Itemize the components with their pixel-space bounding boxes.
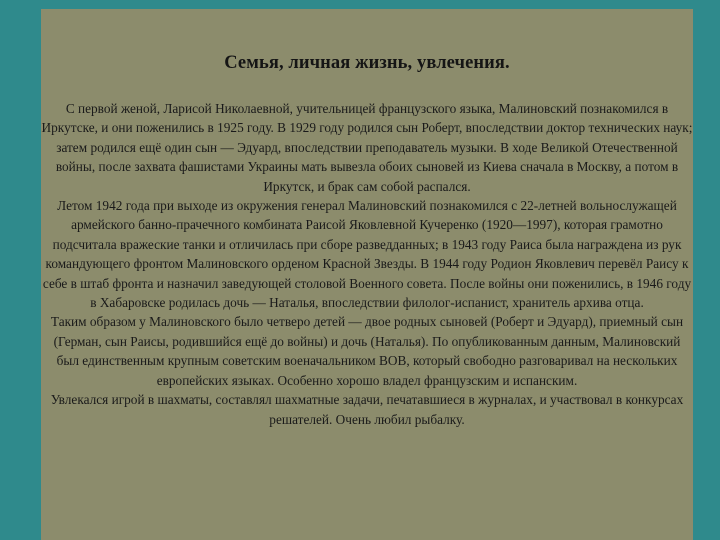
slide-panel	[41, 9, 693, 540]
paragraph-first-marriage: С первой женой, Ларисой Николаевной, учительницей французского языка, Малиновский познакомился в Иркутске, и они поженились в 1925 году. В 1929 году родился сын Роберт, впоследствии доктор технических наук; затем родился ещё один сын — Эдуард, впоследствии преподаватель музыки. В ходе Великой Отечественной войны, после захвата фашистами Украины мать вывезла обоих сыновей из Киева сначала в Москву, а потом в Иркутск, и брак сам собой распался.	[41, 101, 693, 194]
paragraph-children: Таким образом у Малиновского было четверо детей — двое родных сыновей (Роберт и Эдуард), приемный сын (Герман, сын Раисы, родившийся ещё до войны) и дочь (Наталья). По опубликованным данным, Малиновский был единственным крупным советским военачальником ВОВ, который свободно разговаривал на нескольких европейских языках. Особенно хорошо владел французским и испанским.	[50, 314, 684, 388]
paragraph-hobbies: Увлекался игрой в шахматы, составлял шахматные задачи, печатавшиеся в журналах, и участвовал в конкурсах решателей. Очень любил рыбалку.	[50, 392, 684, 427]
slide-title: Семья, личная жизнь, увлечения.	[224, 53, 510, 73]
slide-body	[41, 99, 693, 429]
paragraph-second-marriage: Летом 1942 года при выходе из окружения генерал Малиновский познакомился с 22-летней вольнослужащей армейского банно-прачечного комбината Раисой Яковлевной Кучеренко (1920—1997), которая грамотно подсчитала вражеские танки и отличилась при сборе разведданных; в 1943 году Раиса была награждена из рук командующего фронтом Малиновского орденом Красной Звезды. В 1944 году Родион Яковлевич перевёл Раису к себе в штаб фронта и назначил заведующей столовой Военного совета. После войны они поженились, в 1946 году в Хабаровске родилась дочь — Наталья, впоследствии филолог-испанист, хранитель архива отца.	[42, 198, 692, 311]
